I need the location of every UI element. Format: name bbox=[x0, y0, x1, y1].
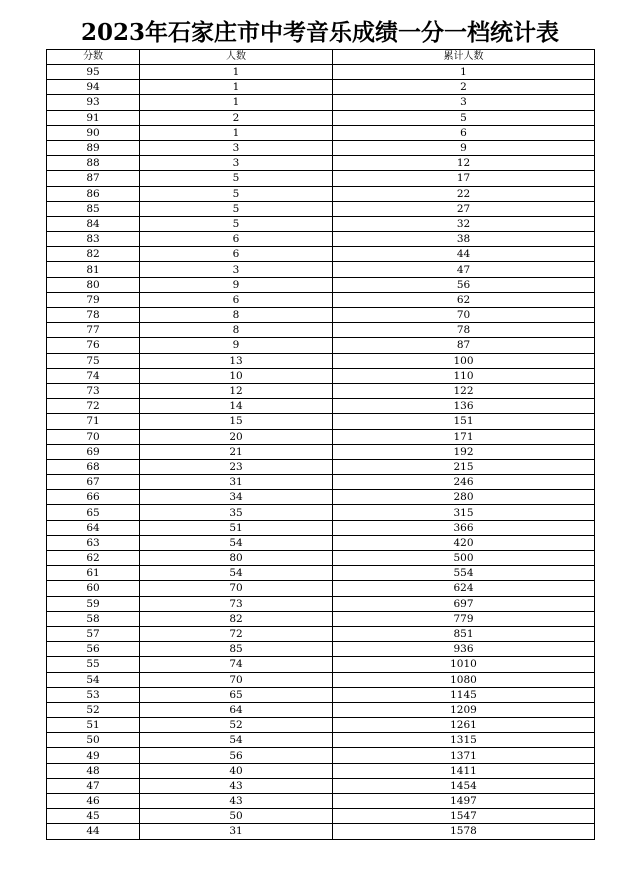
cell-count: 52 bbox=[140, 718, 333, 733]
cell-score: 94 bbox=[47, 80, 140, 95]
cell-count: 54 bbox=[140, 733, 333, 748]
cell-cumulative: 366 bbox=[333, 520, 595, 535]
table-row bbox=[47, 80, 595, 95]
table-row bbox=[47, 809, 595, 824]
table-row bbox=[47, 414, 595, 429]
cell-score: 47 bbox=[47, 778, 140, 793]
cell-score: 66 bbox=[47, 490, 140, 505]
cell-score: 52 bbox=[47, 702, 140, 717]
cell-score: 89 bbox=[47, 140, 140, 155]
cell-count: 5 bbox=[140, 171, 333, 186]
table-row bbox=[47, 140, 595, 155]
table-row bbox=[47, 262, 595, 277]
cell-score: 93 bbox=[47, 95, 140, 110]
cell-score: 46 bbox=[47, 794, 140, 809]
cell-score: 54 bbox=[47, 672, 140, 687]
cell-cumulative: 87 bbox=[333, 338, 595, 353]
table-row bbox=[47, 611, 595, 626]
cell-score: 73 bbox=[47, 383, 140, 398]
cell-score: 79 bbox=[47, 292, 140, 307]
cell-score: 76 bbox=[47, 338, 140, 353]
cell-score: 85 bbox=[47, 201, 140, 216]
table-row bbox=[47, 308, 595, 323]
cell-count: 3 bbox=[140, 262, 333, 277]
cell-score: 88 bbox=[47, 156, 140, 171]
cell-count: 65 bbox=[140, 687, 333, 702]
cell-cumulative: 280 bbox=[333, 490, 595, 505]
cell-cumulative: 1 bbox=[333, 65, 595, 80]
cell-cumulative: 215 bbox=[333, 459, 595, 474]
table-row bbox=[47, 171, 595, 186]
cell-count: 8 bbox=[140, 323, 333, 338]
cell-count: 3 bbox=[140, 156, 333, 171]
cell-score: 84 bbox=[47, 216, 140, 231]
cell-cumulative: 47 bbox=[333, 262, 595, 277]
table-row bbox=[47, 581, 595, 596]
cell-cumulative: 420 bbox=[333, 535, 595, 550]
cell-count: 56 bbox=[140, 748, 333, 763]
cell-cumulative: 246 bbox=[333, 475, 595, 490]
cell-count: 5 bbox=[140, 186, 333, 201]
cell-cumulative: 70 bbox=[333, 308, 595, 323]
table-row bbox=[47, 702, 595, 717]
cell-cumulative: 44 bbox=[333, 247, 595, 262]
cell-cumulative: 110 bbox=[333, 368, 595, 383]
cell-cumulative: 500 bbox=[333, 551, 595, 566]
cell-count: 10 bbox=[140, 368, 333, 383]
cell-cumulative: 38 bbox=[333, 232, 595, 247]
cell-count: 34 bbox=[140, 490, 333, 505]
table-row bbox=[47, 794, 595, 809]
cell-cumulative: 1454 bbox=[333, 778, 595, 793]
cell-count: 9 bbox=[140, 338, 333, 353]
cell-count: 72 bbox=[140, 626, 333, 641]
cell-count: 31 bbox=[140, 475, 333, 490]
table-row bbox=[47, 429, 595, 444]
cell-cumulative: 17 bbox=[333, 171, 595, 186]
table-row bbox=[47, 505, 595, 520]
cell-cumulative: 100 bbox=[333, 353, 595, 368]
table-row bbox=[47, 399, 595, 414]
cell-cumulative: 851 bbox=[333, 626, 595, 641]
table-row bbox=[47, 490, 595, 505]
cell-score: 55 bbox=[47, 657, 140, 672]
table-row bbox=[47, 201, 595, 216]
cell-score: 87 bbox=[47, 171, 140, 186]
cell-score: 90 bbox=[47, 125, 140, 140]
cell-count: 70 bbox=[140, 672, 333, 687]
cell-score: 58 bbox=[47, 611, 140, 626]
table-row bbox=[47, 323, 595, 338]
cell-score: 48 bbox=[47, 763, 140, 778]
cell-count: 6 bbox=[140, 292, 333, 307]
cell-cumulative: 1145 bbox=[333, 687, 595, 702]
cell-score: 82 bbox=[47, 247, 140, 262]
table-row bbox=[47, 247, 595, 262]
table-row bbox=[47, 642, 595, 657]
table-row bbox=[47, 110, 595, 125]
table-row bbox=[47, 353, 595, 368]
cell-score: 51 bbox=[47, 718, 140, 733]
table-row bbox=[47, 232, 595, 247]
cell-cumulative: 1261 bbox=[333, 718, 595, 733]
cell-count: 23 bbox=[140, 459, 333, 474]
cell-count: 20 bbox=[140, 429, 333, 444]
cell-count: 8 bbox=[140, 308, 333, 323]
table-row bbox=[47, 672, 595, 687]
cell-cumulative: 22 bbox=[333, 186, 595, 201]
cell-cumulative: 624 bbox=[333, 581, 595, 596]
cell-cumulative: 936 bbox=[333, 642, 595, 657]
cell-cumulative: 779 bbox=[333, 611, 595, 626]
cell-score: 60 bbox=[47, 581, 140, 596]
cell-score: 71 bbox=[47, 414, 140, 429]
cell-cumulative: 78 bbox=[333, 323, 595, 338]
cell-score: 69 bbox=[47, 444, 140, 459]
cell-cumulative: 1411 bbox=[333, 763, 595, 778]
cell-cumulative: 12 bbox=[333, 156, 595, 171]
cell-cumulative: 2 bbox=[333, 80, 595, 95]
cell-cumulative: 56 bbox=[333, 277, 595, 292]
cell-cumulative: 171 bbox=[333, 429, 595, 444]
header-score: 分数 bbox=[47, 50, 140, 65]
header-cumulative: 累计人数 bbox=[333, 50, 595, 65]
table-row bbox=[47, 186, 595, 201]
cell-cumulative: 27 bbox=[333, 201, 595, 216]
table-row bbox=[47, 596, 595, 611]
cell-score: 78 bbox=[47, 308, 140, 323]
table-row bbox=[47, 824, 595, 839]
table-row bbox=[47, 733, 595, 748]
cell-count: 35 bbox=[140, 505, 333, 520]
cell-count: 74 bbox=[140, 657, 333, 672]
table-row bbox=[47, 718, 595, 733]
table-body bbox=[47, 65, 595, 840]
cell-cumulative: 5 bbox=[333, 110, 595, 125]
cell-score: 50 bbox=[47, 733, 140, 748]
cell-count: 73 bbox=[140, 596, 333, 611]
score-distribution-table bbox=[46, 49, 595, 840]
table-row bbox=[47, 551, 595, 566]
cell-cumulative: 697 bbox=[333, 596, 595, 611]
table-row bbox=[47, 687, 595, 702]
table-row bbox=[47, 535, 595, 550]
cell-count: 43 bbox=[140, 778, 333, 793]
cell-count: 21 bbox=[140, 444, 333, 459]
cell-count: 80 bbox=[140, 551, 333, 566]
cell-count: 12 bbox=[140, 383, 333, 398]
table-row bbox=[47, 125, 595, 140]
cell-count: 1 bbox=[140, 80, 333, 95]
table-row bbox=[47, 459, 595, 474]
header-count: 人数 bbox=[140, 50, 333, 65]
cell-score: 70 bbox=[47, 429, 140, 444]
cell-cumulative: 62 bbox=[333, 292, 595, 307]
cell-cumulative: 1010 bbox=[333, 657, 595, 672]
cell-count: 40 bbox=[140, 763, 333, 778]
cell-count: 1 bbox=[140, 65, 333, 80]
table-row bbox=[47, 368, 595, 383]
cell-cumulative: 6 bbox=[333, 125, 595, 140]
cell-score: 44 bbox=[47, 824, 140, 839]
cell-count: 1 bbox=[140, 95, 333, 110]
table-header-row bbox=[47, 50, 595, 65]
cell-score: 80 bbox=[47, 277, 140, 292]
table-row bbox=[47, 95, 595, 110]
cell-count: 9 bbox=[140, 277, 333, 292]
cell-score: 57 bbox=[47, 626, 140, 641]
cell-count: 14 bbox=[140, 399, 333, 414]
cell-cumulative: 9 bbox=[333, 140, 595, 155]
table-row bbox=[47, 626, 595, 641]
cell-cumulative: 1371 bbox=[333, 748, 595, 763]
table-row bbox=[47, 292, 595, 307]
cell-count: 13 bbox=[140, 353, 333, 368]
cell-count: 15 bbox=[140, 414, 333, 429]
cell-count: 2 bbox=[140, 110, 333, 125]
cell-score: 45 bbox=[47, 809, 140, 824]
cell-cumulative: 3 bbox=[333, 95, 595, 110]
cell-count: 64 bbox=[140, 702, 333, 717]
cell-score: 67 bbox=[47, 475, 140, 490]
cell-cumulative: 554 bbox=[333, 566, 595, 581]
table-row bbox=[47, 65, 595, 80]
cell-count: 85 bbox=[140, 642, 333, 657]
page-title: 2023年石家庄市中考音乐成绩一分一档统计表 bbox=[80, 19, 559, 46]
cell-cumulative: 32 bbox=[333, 216, 595, 231]
cell-score: 74 bbox=[47, 368, 140, 383]
cell-score: 59 bbox=[47, 596, 140, 611]
cell-count: 51 bbox=[140, 520, 333, 535]
table-row bbox=[47, 338, 595, 353]
cell-count: 5 bbox=[140, 201, 333, 216]
cell-count: 6 bbox=[140, 232, 333, 247]
cell-cumulative: 1315 bbox=[333, 733, 595, 748]
table-row bbox=[47, 763, 595, 778]
cell-score: 72 bbox=[47, 399, 140, 414]
cell-score: 63 bbox=[47, 535, 140, 550]
table-row bbox=[47, 778, 595, 793]
table-row bbox=[47, 156, 595, 171]
cell-score: 86 bbox=[47, 186, 140, 201]
cell-count: 31 bbox=[140, 824, 333, 839]
cell-score: 61 bbox=[47, 566, 140, 581]
table-row bbox=[47, 566, 595, 581]
cell-cumulative: 151 bbox=[333, 414, 595, 429]
table-row bbox=[47, 657, 595, 672]
cell-cumulative: 1547 bbox=[333, 809, 595, 824]
cell-score: 91 bbox=[47, 110, 140, 125]
table-row bbox=[47, 383, 595, 398]
cell-cumulative: 136 bbox=[333, 399, 595, 414]
cell-count: 43 bbox=[140, 794, 333, 809]
cell-score: 56 bbox=[47, 642, 140, 657]
cell-count: 1 bbox=[140, 125, 333, 140]
cell-count: 54 bbox=[140, 566, 333, 581]
cell-count: 82 bbox=[140, 611, 333, 626]
cell-score: 64 bbox=[47, 520, 140, 535]
cell-score: 53 bbox=[47, 687, 140, 702]
table-row bbox=[47, 277, 595, 292]
cell-cumulative: 192 bbox=[333, 444, 595, 459]
cell-count: 54 bbox=[140, 535, 333, 550]
cell-count: 5 bbox=[140, 216, 333, 231]
cell-cumulative: 122 bbox=[333, 383, 595, 398]
cell-count: 50 bbox=[140, 809, 333, 824]
cell-score: 83 bbox=[47, 232, 140, 247]
cell-score: 49 bbox=[47, 748, 140, 763]
cell-count: 3 bbox=[140, 140, 333, 155]
cell-cumulative: 1497 bbox=[333, 794, 595, 809]
cell-cumulative: 1209 bbox=[333, 702, 595, 717]
table-row bbox=[47, 444, 595, 459]
cell-cumulative: 1578 bbox=[333, 824, 595, 839]
table-row bbox=[47, 748, 595, 763]
table-row bbox=[47, 475, 595, 490]
cell-score: 77 bbox=[47, 323, 140, 338]
cell-count: 70 bbox=[140, 581, 333, 596]
cell-score: 95 bbox=[47, 65, 140, 80]
cell-count: 6 bbox=[140, 247, 333, 262]
cell-score: 68 bbox=[47, 459, 140, 474]
cell-score: 65 bbox=[47, 505, 140, 520]
cell-score: 81 bbox=[47, 262, 140, 277]
table-row bbox=[47, 216, 595, 231]
cell-cumulative: 1080 bbox=[333, 672, 595, 687]
table-row bbox=[47, 520, 595, 535]
cell-score: 75 bbox=[47, 353, 140, 368]
cell-score: 62 bbox=[47, 551, 140, 566]
cell-cumulative: 315 bbox=[333, 505, 595, 520]
